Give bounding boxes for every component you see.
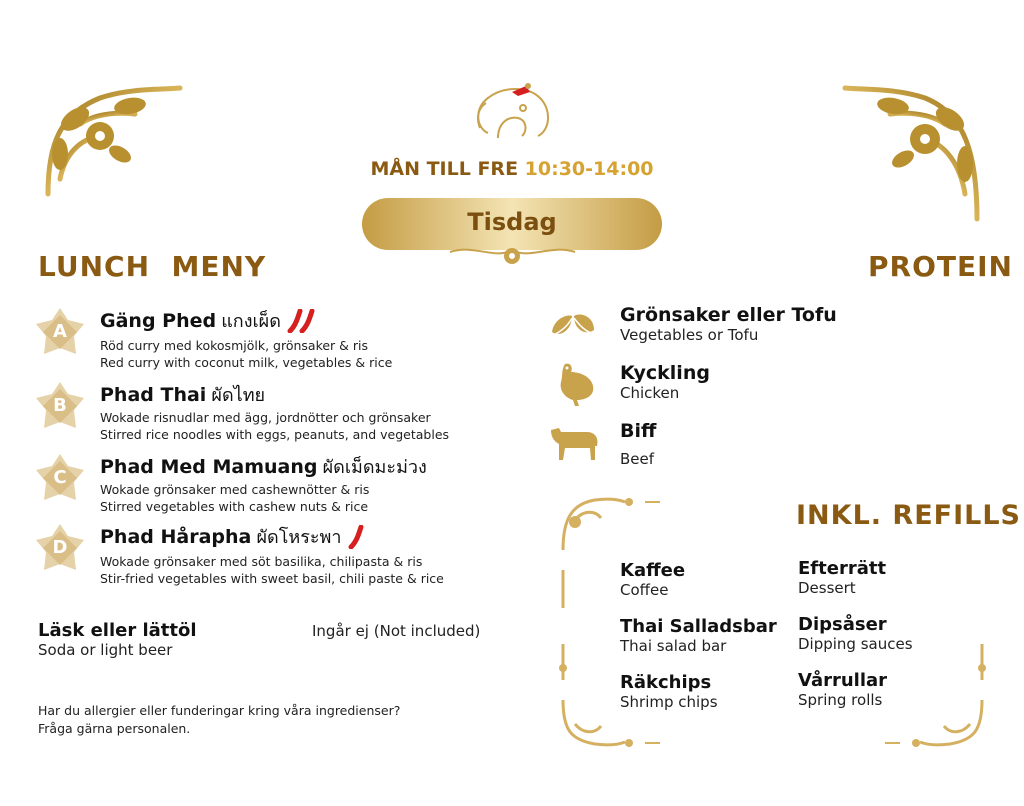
refill-name: Vårrullar (798, 670, 888, 691)
protein-chicken (620, 362, 710, 402)
dish-name: Gäng Phed (100, 310, 217, 332)
protein-sub: Vegetables or Tofu (620, 326, 759, 344)
lunch-menu-title: LUNCH MENY (38, 250, 267, 283)
opening-days: MÅN TILL FRE (370, 158, 519, 180)
dish-description-sv: Wokade grönsaker med cashewnötter & ris (100, 482, 370, 497)
dish-badge (34, 522, 86, 574)
drink-block (38, 620, 197, 659)
refill-spring-rolls (798, 670, 887, 709)
dish-name: Phad Thai (100, 384, 207, 406)
opening-hours (0, 158, 1024, 180)
frame-ornament-bottom-right (880, 640, 990, 759)
drink-note: Ingår ej (Not included) (312, 622, 481, 640)
refill-sub: Dessert (798, 579, 856, 597)
dish-letter: D (52, 537, 68, 558)
refill-name: Dipsåser (798, 614, 887, 635)
refill-dessert (798, 558, 886, 597)
refill-sub: Dipping sauces (798, 635, 913, 653)
protein-name: Grönsaker eller Tofu (620, 304, 837, 326)
refill-name: Räkchips (620, 672, 712, 693)
protein-title: PROTEIN (868, 250, 1013, 283)
banner-flourish (445, 240, 580, 274)
allergy-note (38, 702, 400, 738)
refill-name: Kaffee (620, 560, 686, 581)
refill-dipping-sauces (798, 614, 913, 653)
dish-description-en: Stir-fried vegetables with sweet basil, chili paste & rice (100, 570, 444, 586)
dish-name: Phad Hårapha (100, 526, 252, 548)
elephant-logo (468, 78, 560, 152)
dish-badge (34, 452, 86, 504)
drink-name: Läsk eller lättöl (38, 620, 197, 641)
refill-sub: Shrimp chips (620, 693, 718, 711)
chili-icon (347, 525, 365, 553)
protein-sub: Beef (620, 450, 655, 468)
protein-tofu (620, 304, 837, 344)
dish-thai-name: แกงเผ็ด (221, 311, 281, 332)
dish-description-sv: Röd curry med kokosmjölk, grönsaker & ris (100, 337, 369, 353)
protein-name: Biff (620, 420, 657, 442)
protein-beef (620, 420, 656, 468)
refills-title: INKL. REFILLS (796, 500, 1022, 531)
dish-letter: C (53, 467, 67, 488)
dish-badge (34, 306, 86, 358)
dish-description-en: Stirred vegetables with cashew nuts & rice (100, 499, 369, 514)
refill-sub: Coffee (620, 581, 669, 599)
refill-coffee (620, 560, 685, 599)
refill-sub: Thai salad bar (620, 637, 727, 655)
dish-description-sv: Wokade grönsaker med söt basilika, chilipasta & ris (100, 553, 423, 569)
dish-description-sv: Wokade risnudlar med ägg, jordnötter och grönsaker (100, 410, 431, 425)
refill-salad-bar (620, 616, 777, 655)
allergy-line-1: Har du allergier eller funderingar kring våra ingredienser? (38, 703, 401, 718)
day-label: Tisdag (467, 208, 557, 236)
leaf-icon (548, 310, 598, 348)
dish-description-en: Red curry with coconut milk, vegetables & rice (100, 354, 393, 370)
dish-name: Phad Med Mamuang (100, 456, 318, 478)
cow-icon (547, 424, 601, 466)
dish-badge (34, 380, 86, 432)
refill-name: Thai Salladsbar (620, 616, 777, 637)
refill-name: Efterrätt (798, 558, 887, 579)
refill-shrimp-chips (620, 672, 718, 711)
corner-ornament-right (840, 84, 985, 228)
drink-sub: Soda or light beer (38, 641, 173, 659)
opening-time: 10:30-14:00 (524, 158, 654, 180)
dish-letter: A (53, 321, 67, 342)
protein-sub: Chicken (620, 384, 680, 402)
corner-ornament-left (40, 84, 185, 203)
allergy-line-2: Fråga gärna personalen. (38, 721, 191, 736)
dish-thai-name: ผัดเม็ดมะม่วง (322, 457, 427, 478)
chili-icon (286, 309, 316, 337)
dish-description-en: Stirred rice noodles with eggs, peanuts, and vegetables (100, 427, 450, 442)
refill-sub: Spring rolls (798, 691, 883, 709)
dish-letter: B (53, 395, 67, 416)
dish-thai-name: ผัดโหระพา (256, 527, 342, 548)
chicken-icon (555, 360, 597, 410)
protein-name: Kyckling (620, 362, 710, 384)
dish-thai-name: ผัดไทย (211, 385, 266, 406)
